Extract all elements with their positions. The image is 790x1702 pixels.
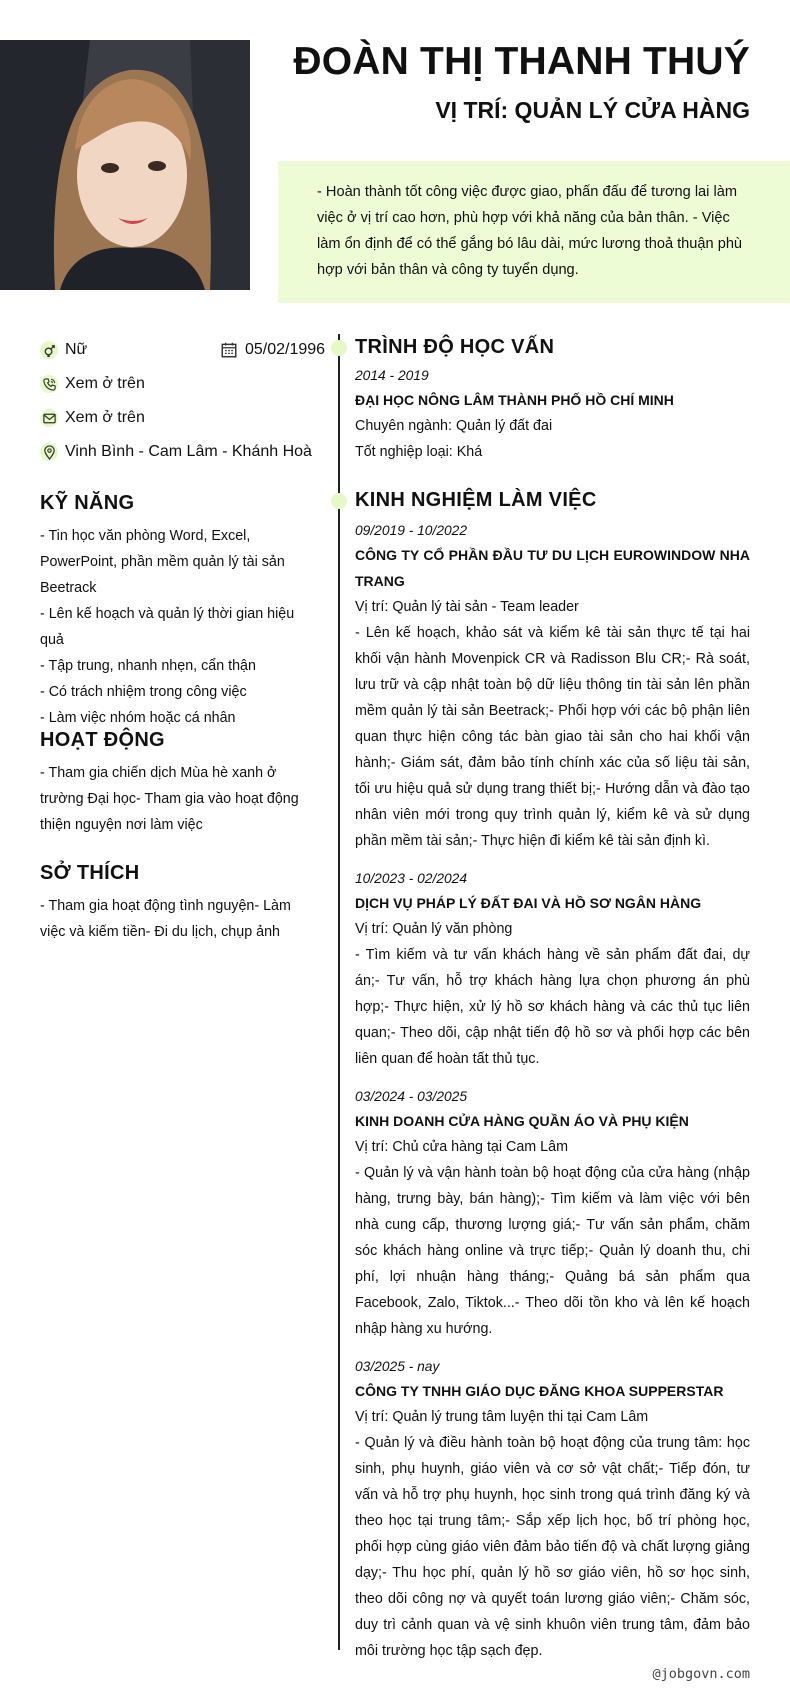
job-date: 09/2019 - 10/2022 (355, 523, 468, 538)
education-major: Chuyên ngành: Quản lý đất đai (355, 418, 553, 434)
timeline-dot (331, 340, 347, 356)
job-company: DỊCH VỤ PHÁP LÝ ĐẤT ĐAI VÀ HỒ SƠ NGÂN HÀNG (355, 895, 702, 911)
position-title: VỊ TRÍ: QUẢN LÝ CỬA HÀNG (435, 97, 750, 123)
activities-title: HOẠT ĐỘNG (40, 729, 165, 751)
email-value: Xem ở trên (65, 409, 145, 426)
gender-icon (40, 341, 58, 359)
hobbies-section (40, 862, 315, 945)
contact-phone (40, 367, 330, 401)
hobbies-title: SỞ THÍCH (40, 862, 140, 884)
calendar-icon (220, 341, 238, 359)
job-date: 10/2023 - 02/2024 (355, 871, 468, 886)
email-icon (40, 409, 58, 427)
job-entry (355, 520, 750, 854)
skills-title: KỸ NĂNG (40, 492, 135, 514)
job-date: 03/2025 - nay (355, 1359, 440, 1374)
objective-box (278, 161, 790, 303)
job-entry (355, 1086, 750, 1342)
job-company: CÔNG TY CỔ PHẦN ĐẦU TƯ DU LỊCH EUROWINDOW NHA TRANG (355, 547, 750, 589)
profile-photo (0, 40, 250, 290)
job-description: - Lên kế hoạch, khảo sát và kiểm kê tài sản thực tế tại hai khối vận hành Movenpick CR và Radisson Blu CR;- Rà soát, lưu trữ và cập nhật toàn bộ dữ liệu thông tin tài sản lên phần mềm quản lý tài sản Beetrack;- Phối hợp với các bộ phận liên quan thực hiện công tác bàn giao tài sản cho hai khối vận hành;- Giám sát, đảm bảo tính chính xác của số liệu tài sản, tối ưu hiệu quả sử dụng trang thiết bị;- Hướng dẫn và đào tạo nhân viên mới trong quy trình quản lý, kiểm kê và sử dụng phần mềm tài sản;- Thực hiện đi kiểm kê tài sản định kì. (355, 625, 750, 849)
job-company: KINH DOANH CỬA HÀNG QUẦN ÁO VÀ PHỤ KIỆN (355, 1113, 689, 1129)
education-school: ĐẠI HỌC NÔNG LÂM THÀNH PHỐ HỒ CHÍ MINH (355, 392, 674, 408)
skill-item: - Làm việc nhóm hoặc cá nhân (40, 710, 236, 726)
activities-section (40, 729, 315, 838)
skill-item: - Tập trung, nhanh nhẹn, cẩn thận (40, 658, 256, 674)
job-role: Vị trí: Chủ cửa hàng tại Cam Lâm (355, 1139, 568, 1155)
address-value: Vinh Bình - Cam Lâm - Khánh Hoà (65, 443, 312, 460)
job-date: 03/2024 - 03/2025 (355, 1089, 468, 1104)
experience-section (355, 489, 750, 1664)
job-entry (355, 868, 750, 1072)
job-role: Vị trí: Quản lý tài sản - Team leader (355, 599, 579, 615)
hobbies-text: - Tham gia hoạt động tình nguyện- Làm việc và kiếm tiền- Đi du lịch, chụp ảnh (40, 898, 291, 940)
contact-info (40, 333, 330, 469)
contact-email (40, 401, 330, 435)
experience-title: KINH NGHIỆM LÀM VIỆC (355, 489, 597, 511)
phone-icon (40, 375, 58, 393)
objective-text: - Hoàn thành tốt công việc được giao, phấn đấu để tương lai làm việc ở vị trí cao hơn, phù hợp với khả năng của bản thân. - Việc làm ổn định để có thể gắng bó lâu dài, mức lương thoả thuận phù hợp với bản thân và công ty tuyển dụng. (317, 184, 743, 278)
location-pin-icon (40, 443, 58, 461)
education-date: 2014 - 2019 (355, 368, 429, 383)
skills-list (40, 523, 315, 731)
activities-text: - Tham gia chiến dịch Mùa hè xanh ở trường Đại học- Tham gia vào hoạt động thiện nguyện nơi làm việc (40, 765, 299, 833)
dob-value: 05/02/1996 (245, 341, 326, 358)
job-entry (355, 1356, 750, 1664)
timeline-line (338, 334, 340, 1650)
job-description: - Quản lý và điều hành toàn bộ hoạt động của trung tâm: học sinh, phụ huynh, giáo viên và cơ sở vật chất;- Tiếp đón, tư vấn và hỗ trợ phụ huynh, học sinh trong quá trình đăng ký và theo học tại trung tâm;- Sắp xếp lịch học, bố trí phòng học, phối hợp cùng giáo viên đảm bảo tiến độ và chất lượng giảng dạy;- Thu học phí, quản lý hồ sơ giáo viên, hồ sơ học sinh, theo dõi công nợ và quyết toán lương giáo viên;- Chăm sóc, duy trì cảnh quan và vệ sinh khuôn viên trung tâm, đảm bảo môi trường học tập sạch đẹp. (355, 1435, 750, 1659)
phone-value: Xem ở trên (65, 375, 145, 392)
skill-item: - Lên kế hoạch và quản lý thời gian hiệu quả (40, 606, 295, 648)
candidate-name: ĐOÀN THỊ THANH THUÝ (293, 40, 750, 83)
skill-item: - Tin học văn phòng Word, Excel, PowerPoint, phần mềm quản lý tài sản Beetrack (40, 528, 285, 596)
education-grade: Tốt nghiệp loại: Khá (355, 444, 483, 460)
job-role: Vị trí: Quản lý văn phòng (355, 921, 513, 937)
skills-section (40, 492, 315, 731)
education-section (355, 336, 750, 465)
contact-dob (220, 333, 325, 367)
footer-watermark: @jobgovn.com (652, 1666, 750, 1682)
gender-value: Nữ (65, 341, 88, 358)
portrait-image (0, 40, 250, 290)
job-description: - Tìm kiếm và tư vấn khách hàng về sản phẩm đất đai, dự án;- Tư vấn, hỗ trợ khách hàng lựa chọn phương án phù hợp;- Thực hiện, xử lý hồ sơ khách hàng và các thủ tục liên quan;- Theo dõi, cập nhật tiến độ hồ sơ và phối hợp các bên liên quan để hoàn tất thủ tục. (355, 947, 750, 1067)
job-description: - Quản lý và vận hành toàn bộ hoạt động của cửa hàng (nhập hàng, trưng bày, bán hàng);- Tìm kiếm và làm việc với bên nhà cung cấp, thương lượng giá;- Tư vấn sản phẩm, chăm sóc khách hàng online và trực tiếp;- Quản lý doanh thu, chi phí, lợi nhuận hàng tháng;- Quảng bá sản phẩm qua Facebook, Zalo, Tiktok...- Theo dõi tồn kho và lên kế hoạch nhập hàng xu hướng. (355, 1165, 750, 1337)
job-company: CÔNG TY TNHH GIÁO DỤC ĐĂNG KHOA SUPPERSTAR (355, 1383, 724, 1399)
contact-address (40, 435, 330, 469)
timeline-dot (331, 493, 347, 509)
education-title: TRÌNH ĐỘ HỌC VẤN (355, 336, 555, 358)
job-role: Vị trí: Quản lý trung tâm luyện thi tại Cam Lâm (355, 1409, 649, 1425)
skill-item: - Có trách nhiệm trong công việc (40, 684, 247, 700)
